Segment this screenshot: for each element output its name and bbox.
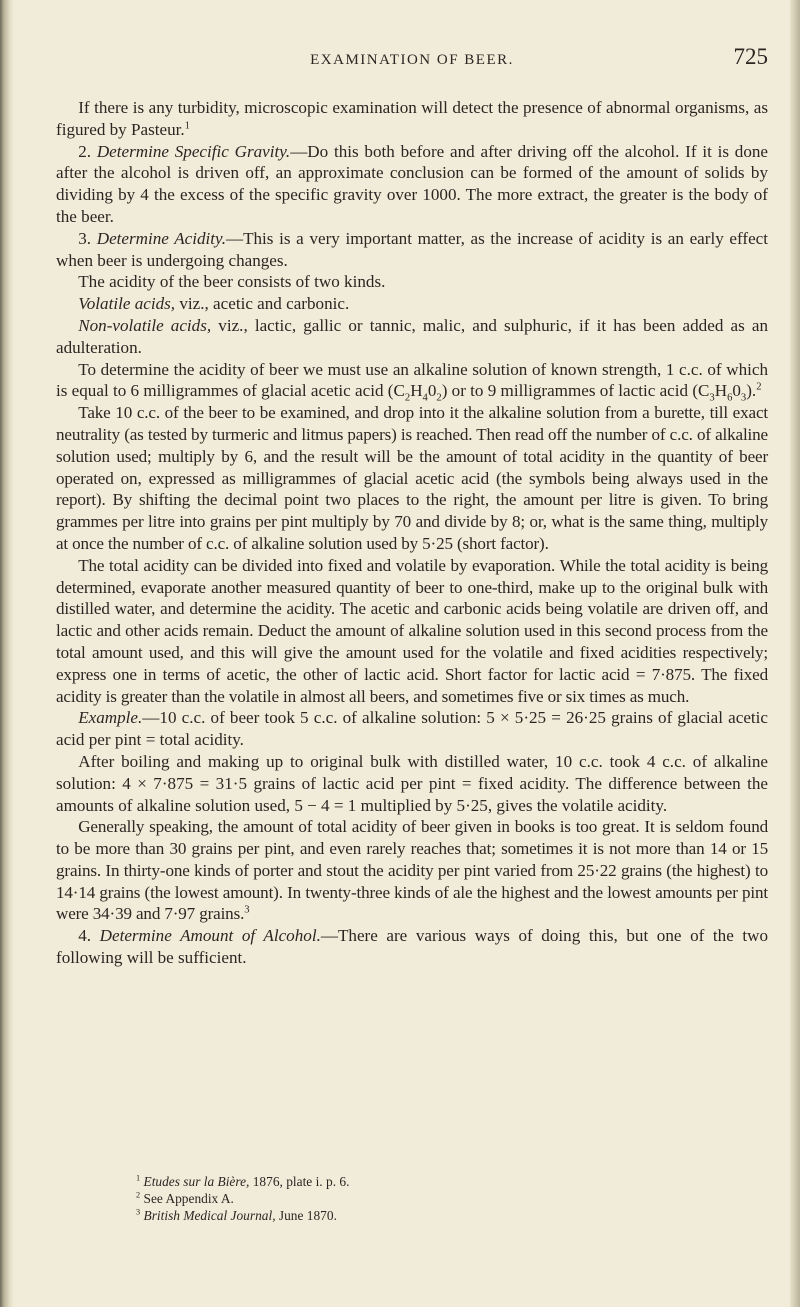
paragraph-example: Example.—10 c.c. of beer took 5 c.c. of alkaline solution: 5 × 5·25 = 26·25 grains of glacial acetic acid per pint = total acidity. <box>56 708 768 750</box>
paragraph-general-acidity: Generally speaking, the amount of total acidity of beer given in books is too great. It is seldom found to be more than 30 grains per pint, and even rarely reaches that; sometimes it is not more than 14 or 15 grains. In thirty-one kinds of porter and stout the acidity per pint varied from 25·22 grains (the highest) to 14·14 grains (the lowest amount). In twenty-three kinds of ale the highest and the lowest amounts per pint were 34·39 and 7·97 grains.$^3$ <box>56 817 768 924</box>
running-title: EXAMINATION OF BEER. <box>310 52 514 68</box>
paragraph-after-boiling: After boiling and making up to original bulk with distilled water, 10 c.c. took 4 c.c. of alkaline solution: 4 × 7·875 = 31·5 grains of lactic acid per pint = fixed acidity. The difference between the amounts of alkaline solution used, 5 − 4 = 1 multiplied by 5·25, gives the volatile acidity. <box>56 751 768 815</box>
footnote-ref: 3 <box>244 904 250 916</box>
paragraph-acidity: 3. Determine Acidity.—This is a very important matter, as the increase of acidity is an early effect when beer is undergoing changes. <box>56 228 769 270</box>
paragraph-titration: Take 10 c.c. of the beer to be examined, and drop into it the alkaline solution from a burette, till exact neutrality (as tested by turmeric and litmus papers) is reached. Then read off the number of c.c. of alkaline solution used; multiply by 6, and the result will be the amount of total acidity in the quantity of beer operated on, expressed as milligrammes of glacial acetic acid (the symbols being always used in the report). By shifting the decimal point two places to the right, the amount per litre is given. To bring grammes per litre into grains per pint multiply by 70 and divide by 8; or, what is the same thing, multiply at once the number of c.c. of alkaline solution used by 5·25 (short factor). <box>56 403 768 553</box>
paragraph-specific-gravity: 2. Determine Specific Gravity.—Do this both before and after driving off the alcohol. If it is done after the alcohol is driven off, an approximate conclusion can be formed of the amount of solids by dividing by 4 the excess of the specific gravity over 1000. The more extract, the greater is the body of the beer. <box>56 141 769 226</box>
paragraph-turbidity: If there is any turbidity, microscopic examination will detect the presence of abnormal organisms, as figured by Pasteur.$^1$ <box>56 98 768 139</box>
section-heading: Determine Specific Gravity. <box>96 141 291 161</box>
paragraph-acid-kinds: The acidity of the beer consists of two kinds. <box>78 272 386 292</box>
footnote-3: $^3$ British Medical Journal, June 1870. <box>136 1207 337 1223</box>
page-number: 725 <box>733 44 768 69</box>
paragraph-volatile-acids: Volatile acids, viz., acetic and carbonic. <box>78 294 350 314</box>
body-text <box>56 97 768 969</box>
paragraph-alkaline-solution: To determine the acidity of beer we must use an alkaline solution of known strength, 1 c.c. of which is equal to 6 milligrammes of glacial acetic acid $(C_2H_40_2)$ or to 9 milligrammes of lactic acid $(C_3H_60_3).^2$ <box>56 359 768 404</box>
footnotes <box>136 1173 736 1224</box>
paragraph-alcohol: 4. Determine Amount of Alcohol.—There are various ways of doing this, but one of the two following will be sufficient. <box>56 926 769 968</box>
footnote-1: $^1$ Etudes sur la Bière, 1876, plate i. p. 6. <box>136 1173 350 1189</box>
term-heading: Example. <box>78 708 143 728</box>
page-edge-right <box>790 0 800 1307</box>
section-heading: Determine Acidity. <box>96 228 226 248</box>
term-heading: Volatile acids, <box>78 294 176 314</box>
section-heading: Determine Amount of Alcohol. <box>99 926 321 946</box>
page-header <box>56 44 768 74</box>
footnote-ref: 2 <box>756 381 762 393</box>
term-heading: Non-volatile acids, <box>78 315 212 335</box>
footnote-ref: 1 <box>184 120 190 132</box>
footnote-2: $^2$ See Appendix A. <box>136 1190 234 1206</box>
paragraph-fixed-volatile: The total acidity can be divided into fixed and volatile by evaporation. While the total acidity is being determined, evaporate another measured quantity of beer to one-third, make up to the original bulk with distilled water, and determine the acidity. The acetic and carbonic acids being volatile are driven off, and lactic and other acids remain. Deduct the amount of alkaline solution used in this second process from the total amount used, and this will give the amount used for the volatile and fixed acidities respectively; express one in terms of acetic, the other of lactic acid. Short factor for lactic acid = 7·875. The fixed acidity is greater than the volatile in almost all beers, and sometimes five or six times as much. <box>56 555 768 706</box>
paragraph-non-volatile-acids: Non-volatile acids, viz., lactic, gallic or tannic, malic, and sulphuric, if it has been added as an adulteration. <box>56 315 768 357</box>
page-edge-shadow <box>0 0 14 1307</box>
formula-lactic-acid: $C_3H_60_3$ <box>698 381 747 404</box>
formula-acetic-acid: $C_2H_40_2$ <box>393 381 442 404</box>
